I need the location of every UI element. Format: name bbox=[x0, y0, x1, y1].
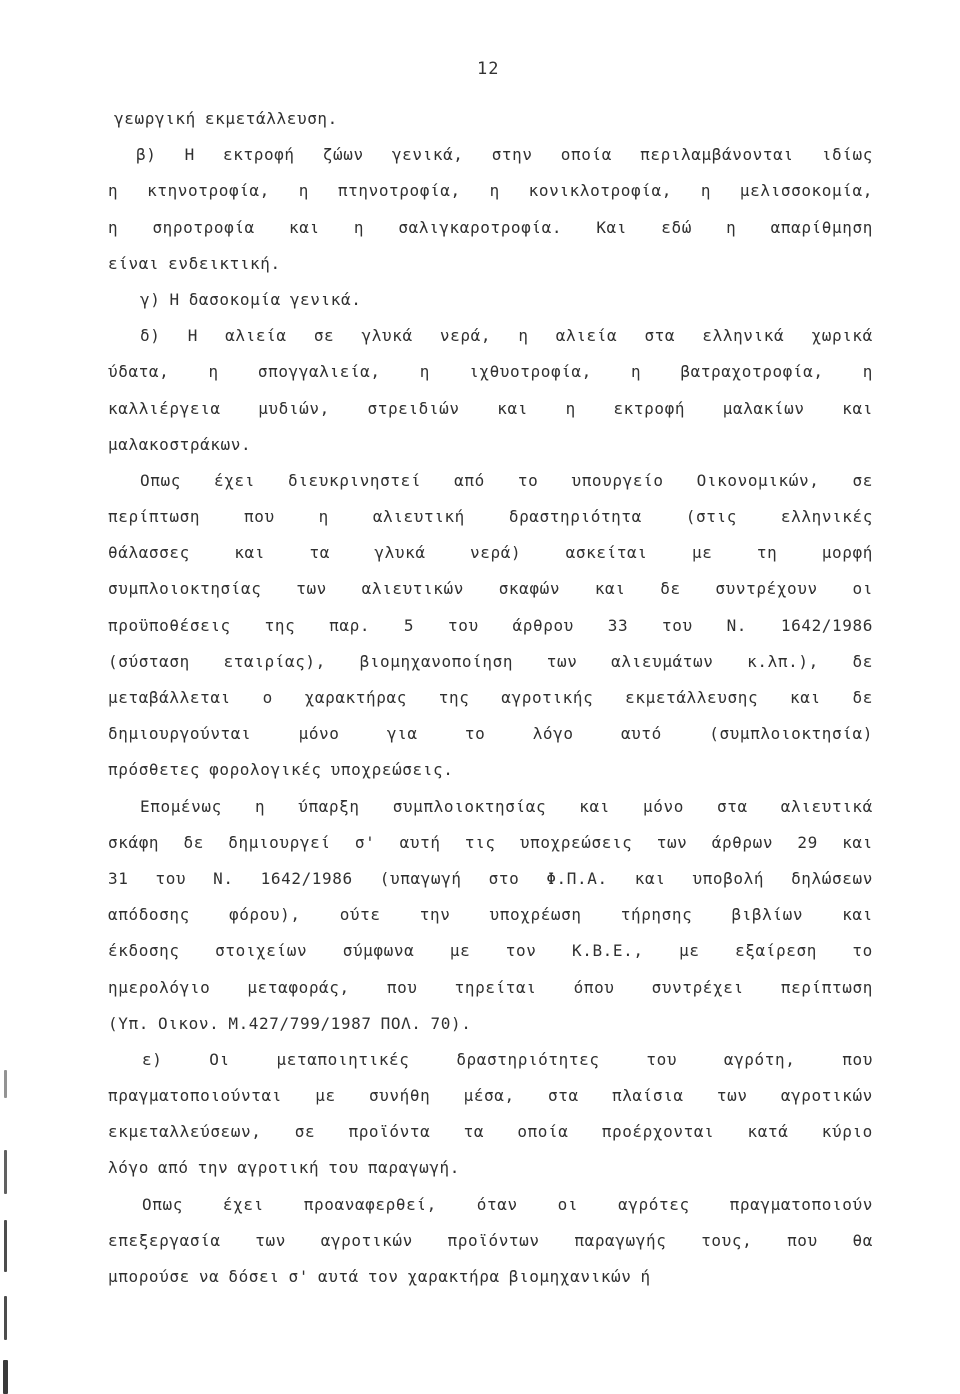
word: των bbox=[255, 1230, 286, 1250]
word: με bbox=[691, 543, 713, 563]
word: αυτό bbox=[620, 724, 662, 744]
word: εξαίρεση bbox=[735, 941, 817, 961]
word: εκμετάλλευσης bbox=[625, 688, 759, 707]
word: τον bbox=[505, 941, 537, 961]
word: σκάφη bbox=[108, 832, 160, 852]
word: αγροτική bbox=[237, 1158, 320, 1178]
word: του bbox=[662, 615, 693, 635]
word: μόνο bbox=[298, 724, 340, 744]
word: παρ. bbox=[329, 615, 371, 635]
word: αλιευτικά bbox=[780, 796, 873, 816]
word: (Υπ. bbox=[108, 1013, 149, 1033]
word: ιδίως bbox=[821, 145, 873, 165]
scan-mark bbox=[4, 1070, 7, 1098]
word: στο bbox=[488, 868, 520, 888]
scan-mark bbox=[3, 1360, 8, 1394]
word: άρθρου bbox=[512, 615, 574, 635]
word: η bbox=[489, 181, 500, 201]
word: προϊόντα bbox=[348, 1122, 431, 1142]
word: την bbox=[197, 1158, 229, 1178]
word: γενικά, bbox=[391, 145, 464, 165]
text-line bbox=[108, 173, 873, 209]
word: και bbox=[234, 543, 266, 563]
word: στα bbox=[644, 326, 676, 346]
word: κ.λπ.), bbox=[747, 651, 819, 671]
word: υποχρεώσεις. bbox=[330, 760, 454, 780]
left-margin-scan-marks bbox=[0, 1070, 14, 1394]
word: χωρικά bbox=[811, 326, 873, 346]
word: χαρακτήρας bbox=[304, 688, 407, 707]
word: λόγο bbox=[532, 724, 574, 744]
text-line bbox=[108, 427, 873, 463]
word: που bbox=[787, 1230, 818, 1250]
word: η bbox=[108, 181, 119, 201]
word: μυδιών, bbox=[258, 398, 330, 418]
word: αλιευμάτων bbox=[611, 651, 714, 671]
word: λόγο bbox=[108, 1158, 149, 1178]
text-line bbox=[108, 608, 873, 644]
text-line bbox=[108, 789, 873, 825]
word: βιομηχανοποίηση bbox=[359, 651, 514, 671]
word: να bbox=[198, 1267, 220, 1286]
word: στα bbox=[717, 796, 748, 816]
word: σπογγαλιεία, bbox=[257, 362, 381, 382]
word: τα bbox=[309, 543, 330, 563]
text-line bbox=[108, 137, 873, 173]
word: στην bbox=[491, 145, 533, 165]
word: από bbox=[157, 1158, 189, 1178]
word: η bbox=[208, 362, 219, 382]
word: σηροτροφία bbox=[152, 217, 255, 237]
text-line bbox=[108, 680, 873, 716]
word: συντρέχει bbox=[651, 977, 744, 997]
word: προϋποθέσεις bbox=[108, 615, 231, 635]
document-body-text bbox=[108, 101, 873, 1295]
word: (υπαγωγή bbox=[379, 868, 462, 888]
word: δημιουργεί bbox=[228, 832, 331, 852]
word: αλιευτική bbox=[372, 507, 465, 527]
text-line bbox=[108, 1114, 873, 1150]
word: των bbox=[296, 579, 327, 599]
word: δραστηριότητα bbox=[508, 507, 642, 527]
word: σε bbox=[852, 470, 873, 490]
word: Και bbox=[596, 217, 628, 237]
word: πρόσθετες bbox=[108, 760, 201, 780]
word: από bbox=[454, 470, 485, 490]
word: εκτροφή bbox=[613, 398, 686, 418]
word: προϊόντων bbox=[447, 1230, 540, 1250]
word: της bbox=[438, 688, 470, 707]
word: Φ.Π.Α. bbox=[546, 868, 608, 888]
word: όταν bbox=[476, 1194, 518, 1214]
word: θάλασσες bbox=[108, 543, 190, 563]
word: αλιευτικών bbox=[361, 579, 464, 599]
word: η bbox=[298, 181, 310, 201]
word: Κ.Β.Ε., bbox=[571, 941, 644, 961]
text-line bbox=[108, 752, 873, 788]
word: των bbox=[546, 651, 578, 671]
text-line bbox=[108, 246, 873, 282]
word: μορφή bbox=[821, 543, 873, 563]
word: η bbox=[108, 217, 119, 237]
word: δηλώσεων bbox=[791, 868, 873, 888]
word: δόσει bbox=[228, 1267, 280, 1286]
word: γλυκά bbox=[374, 543, 426, 563]
word: (συμπλοιοκτησία) bbox=[709, 724, 873, 744]
word: κύριο bbox=[821, 1122, 873, 1142]
word: φορολογικές bbox=[209, 760, 322, 780]
word: του bbox=[646, 1049, 678, 1069]
word: απαρίθμηση bbox=[770, 217, 873, 237]
word: Οικον. bbox=[157, 1013, 220, 1033]
word: ενδεικτική. bbox=[168, 253, 281, 273]
word: τους, bbox=[701, 1230, 753, 1250]
word: και bbox=[594, 579, 626, 599]
word: Οπως bbox=[142, 1194, 183, 1214]
word: τις bbox=[464, 832, 496, 852]
word: την bbox=[419, 905, 451, 925]
word: ημερολόγιο bbox=[108, 977, 211, 997]
word: απόδοσης bbox=[108, 905, 190, 925]
word: το bbox=[464, 724, 486, 744]
word: (στις bbox=[685, 507, 737, 527]
word: και bbox=[579, 796, 610, 816]
word: ο bbox=[262, 688, 273, 707]
word: τον bbox=[367, 1267, 399, 1286]
word: ασκείται bbox=[565, 543, 648, 563]
word: αυτά bbox=[317, 1267, 359, 1286]
word: σύμφωνα bbox=[342, 941, 415, 961]
word: του bbox=[328, 1158, 359, 1178]
text-line bbox=[108, 861, 873, 897]
word: του bbox=[155, 868, 187, 888]
word: εδώ bbox=[661, 217, 692, 237]
word: εκμεταλλεύσεων, bbox=[108, 1122, 262, 1142]
word: τηρείται bbox=[454, 977, 537, 997]
word: δε bbox=[852, 651, 873, 671]
word: συμπλοιοκτησίας bbox=[108, 579, 262, 599]
word: αγροτικών bbox=[780, 1086, 873, 1106]
word: 29 bbox=[797, 832, 818, 852]
word: η bbox=[254, 796, 266, 816]
word: 31 bbox=[108, 868, 129, 888]
word: κτηνοτροφία, bbox=[147, 181, 270, 201]
word: που bbox=[386, 977, 418, 997]
word: εκμετάλλευση. bbox=[204, 109, 338, 128]
word: γεωργική bbox=[114, 109, 196, 128]
page-number: 12 bbox=[477, 59, 500, 79]
word: τη bbox=[756, 543, 778, 563]
word: βατραχοτροφία, bbox=[680, 362, 824, 382]
word: δημιουργούνται bbox=[108, 724, 252, 744]
word: και bbox=[842, 398, 873, 418]
word: σε bbox=[313, 326, 335, 346]
word: Μ.427/799/1987 bbox=[228, 1013, 372, 1033]
text-line bbox=[108, 970, 873, 1006]
word: δασοκομία bbox=[188, 289, 281, 309]
text-line bbox=[108, 210, 873, 246]
word: σ' bbox=[354, 832, 376, 852]
text-line bbox=[108, 318, 873, 354]
word: η bbox=[726, 217, 737, 237]
word: σε bbox=[294, 1122, 316, 1142]
word: για bbox=[386, 724, 418, 744]
word: συντρέχουν bbox=[715, 579, 818, 599]
scan-mark bbox=[4, 1150, 7, 1194]
word: προέρχονται bbox=[601, 1122, 715, 1142]
word: υπουργείο bbox=[571, 470, 664, 490]
word: δραστηριότητες bbox=[456, 1049, 600, 1069]
word: της bbox=[264, 615, 296, 635]
word: που bbox=[244, 507, 275, 527]
word: η bbox=[565, 398, 576, 418]
word: παραγωγή. bbox=[367, 1158, 461, 1178]
word: θα bbox=[852, 1230, 873, 1250]
word: η bbox=[353, 217, 365, 237]
word: η bbox=[419, 362, 430, 382]
text-line bbox=[108, 282, 873, 318]
word: ύπαρξη bbox=[298, 796, 360, 816]
word: στα bbox=[548, 1086, 579, 1106]
word: φόρου), bbox=[228, 905, 301, 925]
word: μπορούσε bbox=[108, 1267, 190, 1286]
word: με bbox=[679, 941, 700, 961]
word: μαλακίων bbox=[722, 398, 805, 418]
word: συμπλοιοκτησίας bbox=[392, 796, 547, 816]
word: ΠΟΛ. bbox=[380, 1013, 422, 1033]
word: πραγματοποιούνται bbox=[108, 1086, 282, 1106]
word: έχει bbox=[222, 1194, 264, 1214]
word: δε bbox=[660, 579, 681, 599]
word: κονικλοτροφία, bbox=[528, 181, 672, 201]
word: έχει bbox=[214, 470, 255, 490]
word: άρθρων bbox=[711, 832, 774, 852]
word: όπου bbox=[573, 977, 615, 997]
word: Ν. bbox=[726, 615, 748, 635]
word: χαρακτήρα bbox=[407, 1267, 500, 1286]
word: με bbox=[449, 941, 471, 961]
word: περίπτωση bbox=[108, 507, 201, 527]
text-line bbox=[108, 535, 873, 571]
word: συνήθη bbox=[368, 1086, 431, 1106]
text-line bbox=[108, 499, 873, 535]
word: γενικά. bbox=[289, 289, 362, 309]
word: μεταποιητικές bbox=[276, 1049, 410, 1069]
word: υποβολή bbox=[692, 868, 765, 888]
word: ελληνικά bbox=[702, 326, 785, 346]
word: νερά, bbox=[439, 326, 492, 346]
word: Η bbox=[187, 326, 198, 346]
word: σαλιγκαροτροφία. bbox=[398, 217, 563, 237]
text-line bbox=[108, 354, 873, 390]
word: το bbox=[852, 941, 873, 961]
word: διευκρινηστεί bbox=[288, 470, 422, 490]
word: 70). bbox=[430, 1013, 472, 1033]
text-line bbox=[108, 571, 873, 607]
text-line bbox=[108, 933, 873, 969]
word: η bbox=[631, 362, 642, 382]
word: ε) bbox=[142, 1049, 163, 1069]
text-line bbox=[108, 1042, 873, 1078]
word: και bbox=[789, 688, 821, 707]
word: βιβλίων bbox=[731, 905, 804, 925]
word: σ' bbox=[288, 1267, 309, 1286]
word: ελληνικές bbox=[780, 507, 873, 527]
word: αγροτικής bbox=[501, 688, 594, 707]
word: στρειδιών bbox=[367, 398, 460, 418]
word: η bbox=[700, 181, 712, 201]
word: και bbox=[497, 398, 528, 418]
word: 1642/1986 bbox=[260, 868, 353, 888]
word: τήρησης bbox=[620, 905, 693, 925]
word: περιλαμβάνονται bbox=[640, 145, 794, 165]
word: εταιρίας), bbox=[223, 651, 326, 671]
word: πραγματοποιούν bbox=[729, 1194, 873, 1214]
text-line bbox=[108, 644, 873, 680]
word: Η bbox=[169, 289, 180, 309]
word: 33 bbox=[607, 615, 629, 635]
word: ή bbox=[640, 1267, 651, 1286]
text-line bbox=[108, 1150, 873, 1186]
word: κατά bbox=[747, 1122, 789, 1142]
word: η bbox=[518, 326, 529, 346]
word: παραγωγής bbox=[574, 1230, 667, 1250]
word: προαναφερθεί, bbox=[303, 1194, 437, 1214]
word: μόνο bbox=[643, 796, 684, 816]
word: βιομηχανικών bbox=[508, 1267, 632, 1286]
text-line bbox=[108, 101, 873, 137]
word: υποχρεώσεις bbox=[519, 832, 633, 852]
word: επεξεργασία bbox=[108, 1230, 221, 1250]
text-line bbox=[108, 391, 873, 427]
word: του bbox=[447, 615, 479, 635]
word: πτηνοτροφία, bbox=[337, 181, 461, 201]
word: δε bbox=[183, 832, 204, 852]
word: 5 bbox=[403, 615, 415, 635]
word: υποχρέωση bbox=[489, 905, 582, 925]
word: οποία bbox=[560, 145, 612, 165]
word: η bbox=[862, 362, 873, 382]
word: η bbox=[318, 507, 329, 527]
word: 1642/1986 bbox=[780, 615, 873, 635]
word: ζώων bbox=[322, 145, 364, 165]
word: οποία bbox=[517, 1122, 569, 1142]
word: και bbox=[634, 868, 666, 888]
word: Οπως bbox=[140, 470, 181, 490]
word: και bbox=[842, 832, 873, 852]
word: οι bbox=[852, 579, 873, 599]
word: ύδατα, bbox=[108, 362, 170, 382]
word: Ν. bbox=[213, 868, 234, 888]
scan-mark bbox=[4, 1220, 7, 1272]
word: αλιεία bbox=[225, 326, 287, 346]
scan-mark bbox=[4, 1296, 7, 1340]
word: μέσα, bbox=[463, 1086, 515, 1106]
word: δε bbox=[852, 688, 873, 707]
word: αυτή bbox=[399, 832, 441, 852]
text-line bbox=[108, 897, 873, 933]
word: μεταβάλλεται bbox=[108, 688, 231, 707]
text-line bbox=[108, 1006, 873, 1042]
word: μεταφοράς, bbox=[247, 977, 350, 997]
word: καλλιέργεια bbox=[108, 398, 221, 418]
text-line bbox=[108, 1078, 873, 1114]
word: αγρότη, bbox=[723, 1049, 796, 1069]
word: αγρότες bbox=[618, 1194, 690, 1214]
word: εκτροφή bbox=[223, 145, 295, 165]
word: πλαίσια bbox=[611, 1086, 684, 1106]
word: οι bbox=[557, 1194, 579, 1214]
text-line bbox=[108, 1223, 873, 1259]
word: μαλακοστράκων. bbox=[108, 434, 252, 454]
word: που bbox=[842, 1049, 873, 1069]
word: Η bbox=[184, 145, 195, 165]
text-line bbox=[108, 716, 873, 752]
word: β) bbox=[136, 145, 157, 165]
word: ούτε bbox=[339, 905, 381, 925]
word: με bbox=[315, 1086, 336, 1106]
word: των bbox=[716, 1086, 748, 1106]
text-line bbox=[108, 463, 873, 499]
word: νερά) bbox=[470, 543, 522, 563]
word: γλυκά bbox=[361, 326, 413, 346]
word: και bbox=[289, 217, 320, 237]
word: στοιχείων bbox=[215, 941, 308, 961]
word: αγροτικών bbox=[320, 1230, 413, 1250]
text-line bbox=[108, 1259, 873, 1295]
word: Οικονομικών, bbox=[696, 470, 820, 490]
word: των bbox=[656, 832, 688, 852]
word: Οι bbox=[209, 1049, 230, 1069]
word: το bbox=[517, 470, 539, 490]
text-line bbox=[108, 825, 873, 861]
word: Επομένως bbox=[140, 796, 222, 816]
word: και bbox=[842, 905, 873, 925]
word: μελισσοκομία, bbox=[739, 181, 873, 201]
word: περίπτωση bbox=[780, 977, 873, 997]
word: (σύσταση bbox=[108, 651, 190, 671]
word: τα bbox=[463, 1122, 485, 1142]
word: δ) bbox=[140, 326, 161, 346]
word: είναι bbox=[108, 253, 160, 273]
text-line bbox=[108, 1187, 873, 1223]
word: ιχθυοτροφία, bbox=[469, 362, 592, 382]
word: σκαφών bbox=[498, 579, 561, 599]
word: γ) bbox=[140, 289, 161, 309]
word: έκδοσης bbox=[108, 941, 180, 961]
word: αλιεία bbox=[555, 326, 618, 346]
